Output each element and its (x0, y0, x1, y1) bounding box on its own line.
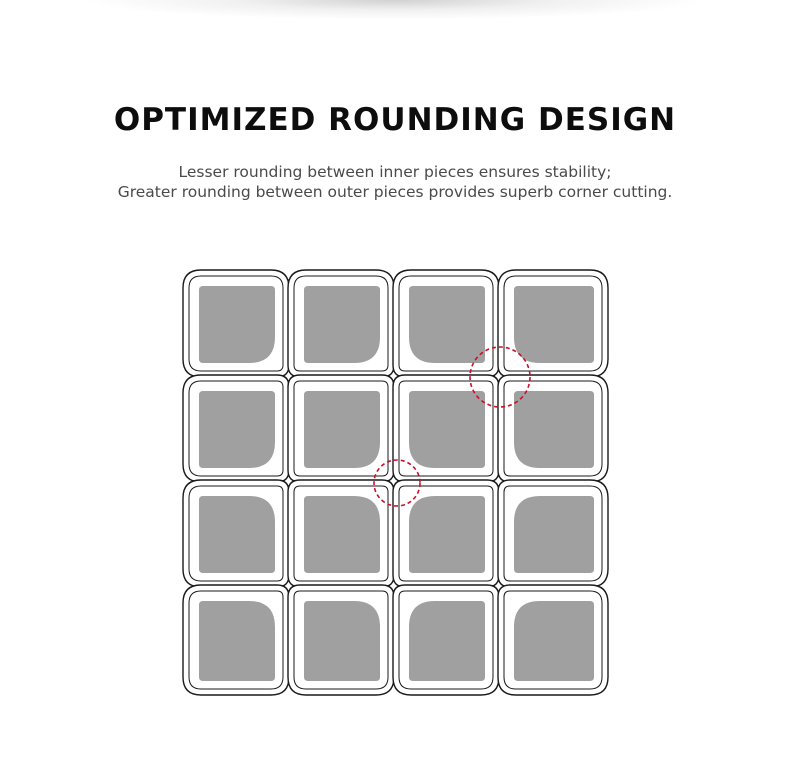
sticker-tile-0-3 (514, 286, 594, 363)
sticker-tile-2-1 (304, 496, 380, 573)
sticker-tile-3-3 (514, 601, 594, 681)
subtitle-line-outer: Greater rounding between outer pieces provides superb corner cutting. (117, 183, 673, 201)
sticker-tile-0-0 (199, 286, 275, 363)
subtitle-line-inner: Lesser rounding between inner pieces ensures stability; (178, 163, 612, 181)
sticker-tile-3-1 (304, 601, 380, 681)
sticker-tile-1-3 (514, 391, 594, 468)
sticker-tile-2-0 (199, 496, 275, 573)
sticker-tile-1-2 (409, 391, 485, 468)
sticker-tile-3-0 (199, 601, 275, 681)
sticker-tile-0-1 (304, 286, 380, 363)
sticker-tile-1-1 (304, 391, 380, 468)
sticker-tile-3-2 (409, 601, 485, 681)
sticker-tile-2-3 (514, 496, 594, 573)
sticker-tile-2-2 (409, 496, 485, 573)
sticker-tile-0-2 (409, 286, 485, 363)
sticker-tile-1-0 (199, 391, 275, 468)
page-title: OPTIMIZED ROUNDING DESIGN (113, 102, 677, 138)
